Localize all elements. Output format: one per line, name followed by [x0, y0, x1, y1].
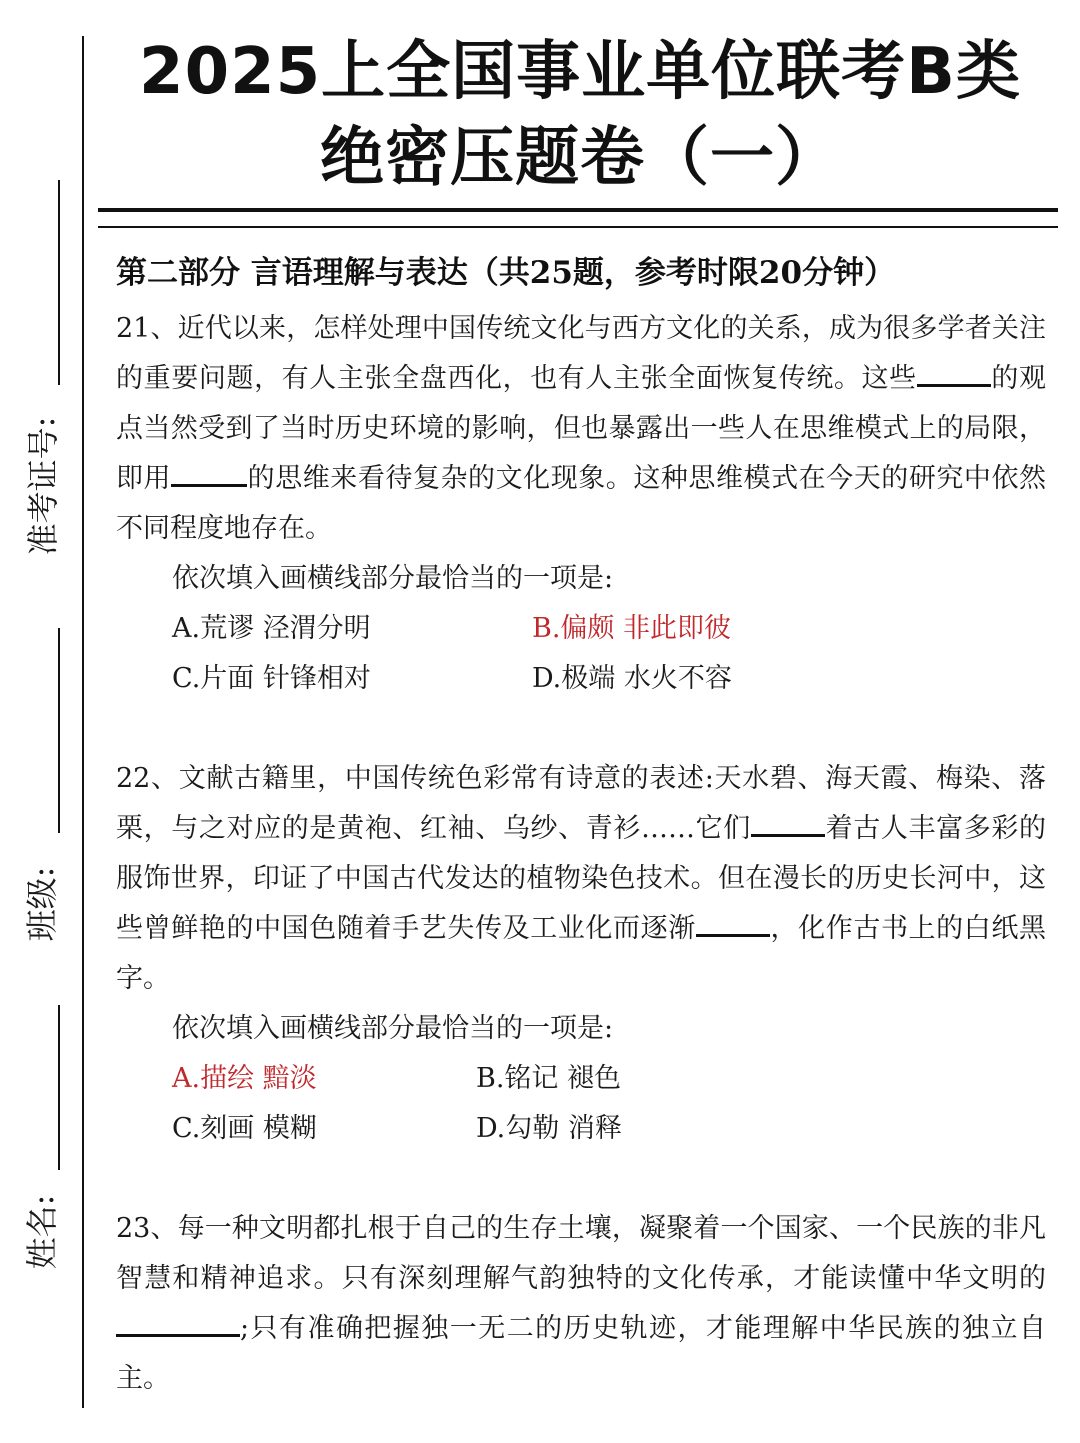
- question-23-stem: [116, 1204, 1046, 1404]
- question-21-stem: [116, 304, 1046, 554]
- fill-blank[interactable]: [751, 804, 825, 837]
- exam-id-label: 准考证号:: [24, 416, 62, 556]
- question-text: ，化作古书上的白纸黑字。: [116, 913, 1047, 994]
- exam-id-blank-line: [58, 180, 60, 385]
- title-line-1: 2025上全国事业单位联考B类: [139, 35, 1021, 109]
- question-number: 22、: [116, 763, 179, 794]
- title-rule-thin: [98, 226, 1058, 228]
- question-22-prompt: 依次填入画横线部分最恰当的一项是:: [172, 1013, 614, 1044]
- title-rule-thick: [98, 208, 1058, 212]
- option-d[interactable]: D.极端 水火不容: [532, 663, 732, 694]
- binding-margin-line: [82, 36, 84, 1408]
- title-line-2: 绝密压题卷（一）: [320, 121, 840, 195]
- class-label: 班级:: [23, 866, 61, 942]
- question-22-stem: [116, 754, 1046, 1004]
- question-text: 着古人丰富多彩的服饰世界，印证了中国古代发达的植物染色技术。但在漫长的历史长河中，这些曾鲜艳的中国色随着手艺失传及工业化而逐渐: [116, 813, 1047, 944]
- option-a-correct[interactable]: A.描绘 黯淡: [172, 1063, 317, 1094]
- question-number: 21、: [116, 313, 178, 344]
- fill-blank[interactable]: [917, 354, 985, 387]
- question-text: 近代以来，怎样处理中国传统文化与西方文化的关系，成为很多学者关注的重要问题，有人主张全盘西化，也有人主张全面恢复传统。这些: [116, 313, 1046, 394]
- fill-blank[interactable]: [116, 1304, 240, 1337]
- fill-blank[interactable]: [171, 454, 247, 487]
- question-text: 文献古籍里，中国传统色彩常有诗意的表述:天水碧、海天霞、梅染、落栗，与之对应的是黄袍、红袖、乌纱、青衫……它们: [116, 763, 1046, 844]
- class-blank-line: [58, 628, 60, 833]
- question-number: 23、: [116, 1213, 178, 1244]
- option-b[interactable]: B.铭记 褪色: [476, 1063, 622, 1094]
- section-heading: 第二部分 言语理解与表达（共25题，参考时限20分钟）: [116, 255, 896, 291]
- name-label: 姓名:: [23, 1194, 61, 1270]
- question-text: 的思维来看待复杂的文化现象。这种思维模式在今天的研究中依然不同程度地存在。: [116, 463, 1047, 544]
- option-c[interactable]: C.片面 针锋相对: [172, 663, 371, 694]
- question-text: 的观点当然受到了当时历史环境的影响，但也暴露出一些人在思维模式上的局限，即用: [116, 363, 1047, 494]
- option-a[interactable]: A.荒谬 泾渭分明: [172, 613, 371, 644]
- name-blank-line: [58, 1005, 60, 1170]
- option-c[interactable]: C.刻画 模糊: [172, 1113, 317, 1144]
- option-b-correct[interactable]: B.偏颇 非此即彼: [532, 613, 732, 644]
- fill-blank[interactable]: [696, 904, 770, 937]
- option-d[interactable]: D.勾勒 消释: [476, 1113, 622, 1144]
- question-text: ;只有准确把握独一无二的历史轨迹，才能理解中华民族的独立自主。: [116, 1313, 1046, 1394]
- question-text: 每一种文明都扎根于自己的生存土壤，凝聚着一个国家、一个民族的非凡智慧和精神追求。只有深刻理解气韵独特的文化传承，才能读懂中华文明的: [116, 1213, 1046, 1294]
- question-21-prompt: 依次填入画横线部分最恰当的一项是:: [172, 563, 614, 594]
